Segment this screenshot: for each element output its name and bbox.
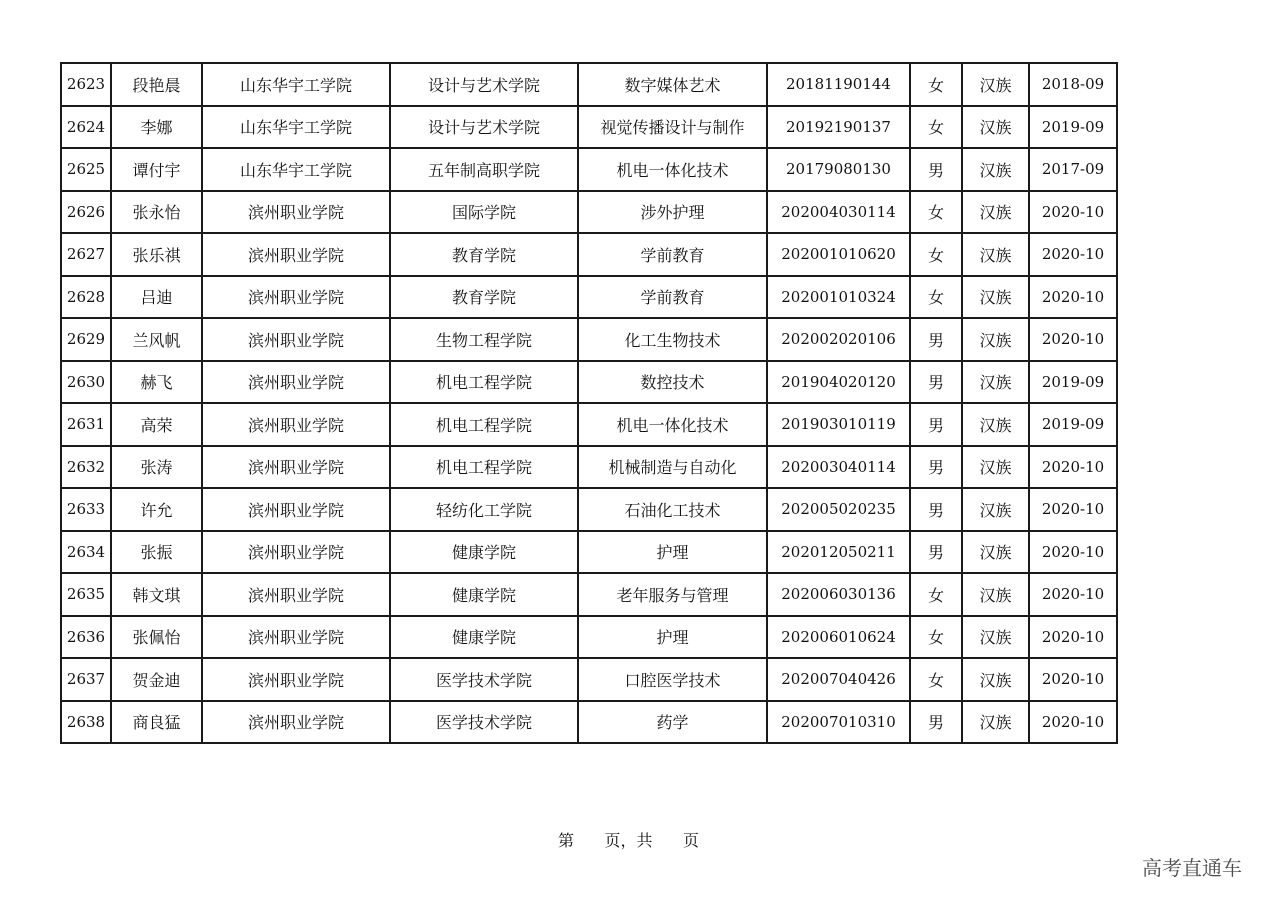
table-row xyxy=(61,531,1117,574)
cell-department: 教育学院 xyxy=(390,276,578,319)
cell-gender: 男 xyxy=(910,446,962,489)
cell-ethnicity: 汉族 xyxy=(962,63,1029,106)
cell-seq-no: 2626 xyxy=(61,191,111,234)
cell-ethnicity: 汉族 xyxy=(962,616,1029,659)
cell-seq-no: 2638 xyxy=(61,701,111,744)
cell-student-name: 张振 xyxy=(111,531,202,574)
watermark: 高考直通车 xyxy=(1142,856,1242,880)
cell-seq-no: 2629 xyxy=(61,318,111,361)
student-roster-table xyxy=(60,62,1118,744)
cell-school: 滨州职业学院 xyxy=(202,616,390,659)
cell-department: 健康学院 xyxy=(390,573,578,616)
cell-ethnicity: 汉族 xyxy=(962,531,1029,574)
cell-student-name: 兰风帆 xyxy=(111,318,202,361)
cell-major: 数控技术 xyxy=(578,361,767,404)
cell-seq-no: 2635 xyxy=(61,573,111,616)
table-row xyxy=(61,191,1117,234)
cell-student-name: 韩文琪 xyxy=(111,573,202,616)
cell-gender: 男 xyxy=(910,361,962,404)
cell-major: 机械制造与自动化 xyxy=(578,446,767,489)
cell-student-id: 202004030114 xyxy=(767,191,910,234)
cell-ethnicity: 汉族 xyxy=(962,701,1029,744)
cell-student-name: 贺金迪 xyxy=(111,658,202,701)
cell-student-id: 202001010324 xyxy=(767,276,910,319)
cell-major: 护理 xyxy=(578,531,767,574)
cell-major: 机电一体化技术 xyxy=(578,403,767,446)
cell-major: 学前教育 xyxy=(578,233,767,276)
cell-gender: 女 xyxy=(910,276,962,319)
cell-school: 滨州职业学院 xyxy=(202,276,390,319)
cell-gender: 男 xyxy=(910,148,962,191)
cell-department: 机电工程学院 xyxy=(390,446,578,489)
table-row xyxy=(61,233,1117,276)
cell-student-id: 202003040114 xyxy=(767,446,910,489)
cell-enrollment-date: 2019-09 xyxy=(1029,361,1117,404)
cell-gender: 女 xyxy=(910,106,962,149)
cell-major: 机电一体化技术 xyxy=(578,148,767,191)
roster-body xyxy=(61,63,1117,743)
cell-ethnicity: 汉族 xyxy=(962,658,1029,701)
cell-student-id: 20179080130 xyxy=(767,148,910,191)
table-row xyxy=(61,446,1117,489)
cell-ethnicity: 汉族 xyxy=(962,403,1029,446)
cell-ethnicity: 汉族 xyxy=(962,276,1029,319)
cell-seq-no: 2624 xyxy=(61,106,111,149)
cell-gender: 男 xyxy=(910,403,962,446)
cell-student-id: 201904020120 xyxy=(767,361,910,404)
cell-school: 山东华宇工学院 xyxy=(202,148,390,191)
table-row xyxy=(61,106,1117,149)
cell-major: 老年服务与管理 xyxy=(578,573,767,616)
cell-gender: 女 xyxy=(910,658,962,701)
table-row xyxy=(61,318,1117,361)
cell-gender: 女 xyxy=(910,63,962,106)
cell-school: 滨州职业学院 xyxy=(202,488,390,531)
cell-student-name: 张佩怡 xyxy=(111,616,202,659)
table-row xyxy=(61,276,1117,319)
cell-seq-no: 2632 xyxy=(61,446,111,489)
cell-student-id: 202001010620 xyxy=(767,233,910,276)
cell-seq-no: 2636 xyxy=(61,616,111,659)
cell-enrollment-date: 2020-10 xyxy=(1029,488,1117,531)
cell-ethnicity: 汉族 xyxy=(962,318,1029,361)
cell-student-name: 李娜 xyxy=(111,106,202,149)
cell-gender: 女 xyxy=(910,191,962,234)
cell-school: 滨州职业学院 xyxy=(202,233,390,276)
cell-ethnicity: 汉族 xyxy=(962,361,1029,404)
cell-major: 视觉传播设计与制作 xyxy=(578,106,767,149)
cell-school: 山东华宇工学院 xyxy=(202,106,390,149)
table-row xyxy=(61,148,1117,191)
cell-school: 滨州职业学院 xyxy=(202,361,390,404)
cell-enrollment-date: 2020-10 xyxy=(1029,616,1117,659)
cell-seq-no: 2625 xyxy=(61,148,111,191)
cell-ethnicity: 汉族 xyxy=(962,148,1029,191)
cell-ethnicity: 汉族 xyxy=(962,446,1029,489)
cell-ethnicity: 汉族 xyxy=(962,573,1029,616)
cell-department: 医学技术学院 xyxy=(390,701,578,744)
cell-student-id: 202006030136 xyxy=(767,573,910,616)
cell-enrollment-date: 2020-10 xyxy=(1029,658,1117,701)
cell-gender: 女 xyxy=(910,233,962,276)
cell-major: 学前教育 xyxy=(578,276,767,319)
cell-enrollment-date: 2020-10 xyxy=(1029,318,1117,361)
table-row xyxy=(61,573,1117,616)
cell-student-id: 202007040426 xyxy=(767,658,910,701)
cell-enrollment-date: 2020-10 xyxy=(1029,191,1117,234)
cell-department: 教育学院 xyxy=(390,233,578,276)
cell-enrollment-date: 2018-09 xyxy=(1029,63,1117,106)
cell-gender: 女 xyxy=(910,616,962,659)
cell-student-name: 高荣 xyxy=(111,403,202,446)
cell-student-name: 谭付宇 xyxy=(111,148,202,191)
cell-school: 滨州职业学院 xyxy=(202,191,390,234)
cell-student-name: 段艳晨 xyxy=(111,63,202,106)
cell-seq-no: 2623 xyxy=(61,63,111,106)
cell-student-id: 202006010624 xyxy=(767,616,910,659)
cell-enrollment-date: 2019-09 xyxy=(1029,106,1117,149)
cell-department: 机电工程学院 xyxy=(390,403,578,446)
cell-major: 化工生物技术 xyxy=(578,318,767,361)
cell-department: 国际学院 xyxy=(390,191,578,234)
cell-school: 山东华宇工学院 xyxy=(202,63,390,106)
cell-enrollment-date: 2020-10 xyxy=(1029,531,1117,574)
cell-school: 滨州职业学院 xyxy=(202,701,390,744)
cell-school: 滨州职业学院 xyxy=(202,403,390,446)
cell-school: 滨州职业学院 xyxy=(202,318,390,361)
table-row xyxy=(61,488,1117,531)
cell-student-id: 20192190137 xyxy=(767,106,910,149)
cell-major: 数字媒体艺术 xyxy=(578,63,767,106)
cell-seq-no: 2634 xyxy=(61,531,111,574)
cell-seq-no: 2628 xyxy=(61,276,111,319)
cell-department: 机电工程学院 xyxy=(390,361,578,404)
cell-department: 健康学院 xyxy=(390,616,578,659)
cell-major: 口腔医学技术 xyxy=(578,658,767,701)
table-row xyxy=(61,616,1117,659)
cell-department: 健康学院 xyxy=(390,531,578,574)
cell-enrollment-date: 2019-09 xyxy=(1029,403,1117,446)
page-footer: 第 页，共 页 xyxy=(558,831,700,850)
cell-school: 滨州职业学院 xyxy=(202,573,390,616)
cell-student-id: 202005020235 xyxy=(767,488,910,531)
table-row xyxy=(61,403,1117,446)
cell-student-name: 赫飞 xyxy=(111,361,202,404)
cell-enrollment-date: 2017-09 xyxy=(1029,148,1117,191)
cell-seq-no: 2631 xyxy=(61,403,111,446)
cell-department: 五年制高职学院 xyxy=(390,148,578,191)
cell-major: 涉外护理 xyxy=(578,191,767,234)
cell-enrollment-date: 2020-10 xyxy=(1029,446,1117,489)
cell-seq-no: 2630 xyxy=(61,361,111,404)
cell-seq-no: 2637 xyxy=(61,658,111,701)
cell-student-name: 张涛 xyxy=(111,446,202,489)
cell-gender: 女 xyxy=(910,573,962,616)
table-row xyxy=(61,658,1117,701)
cell-student-id: 202007010310 xyxy=(767,701,910,744)
cell-school: 滨州职业学院 xyxy=(202,531,390,574)
cell-enrollment-date: 2020-10 xyxy=(1029,573,1117,616)
cell-school: 滨州职业学院 xyxy=(202,658,390,701)
cell-gender: 男 xyxy=(910,531,962,574)
cell-major: 药学 xyxy=(578,701,767,744)
cell-enrollment-date: 2020-10 xyxy=(1029,276,1117,319)
cell-student-id: 202002020106 xyxy=(767,318,910,361)
cell-ethnicity: 汉族 xyxy=(962,191,1029,234)
cell-student-name: 张永怡 xyxy=(111,191,202,234)
cell-student-name: 商良猛 xyxy=(111,701,202,744)
cell-enrollment-date: 2020-10 xyxy=(1029,233,1117,276)
table-row xyxy=(61,63,1117,106)
cell-ethnicity: 汉族 xyxy=(962,233,1029,276)
cell-student-name: 许允 xyxy=(111,488,202,531)
cell-department: 医学技术学院 xyxy=(390,658,578,701)
cell-student-id: 201903010119 xyxy=(767,403,910,446)
cell-student-id: 202012050211 xyxy=(767,531,910,574)
cell-department: 生物工程学院 xyxy=(390,318,578,361)
cell-gender: 男 xyxy=(910,318,962,361)
cell-department: 轻纺化工学院 xyxy=(390,488,578,531)
cell-enrollment-date: 2020-10 xyxy=(1029,701,1117,744)
cell-department: 设计与艺术学院 xyxy=(390,106,578,149)
cell-ethnicity: 汉族 xyxy=(962,488,1029,531)
cell-student-name: 张乐祺 xyxy=(111,233,202,276)
cell-major: 护理 xyxy=(578,616,767,659)
cell-school: 滨州职业学院 xyxy=(202,446,390,489)
cell-department: 设计与艺术学院 xyxy=(390,63,578,106)
cell-seq-no: 2627 xyxy=(61,233,111,276)
table-row xyxy=(61,701,1117,744)
cell-seq-no: 2633 xyxy=(61,488,111,531)
table-row xyxy=(61,361,1117,404)
cell-gender: 男 xyxy=(910,701,962,744)
cell-ethnicity: 汉族 xyxy=(962,106,1029,149)
cell-major: 石油化工技术 xyxy=(578,488,767,531)
cell-student-name: 吕迪 xyxy=(111,276,202,319)
cell-gender: 男 xyxy=(910,488,962,531)
cell-student-id: 20181190144 xyxy=(767,63,910,106)
